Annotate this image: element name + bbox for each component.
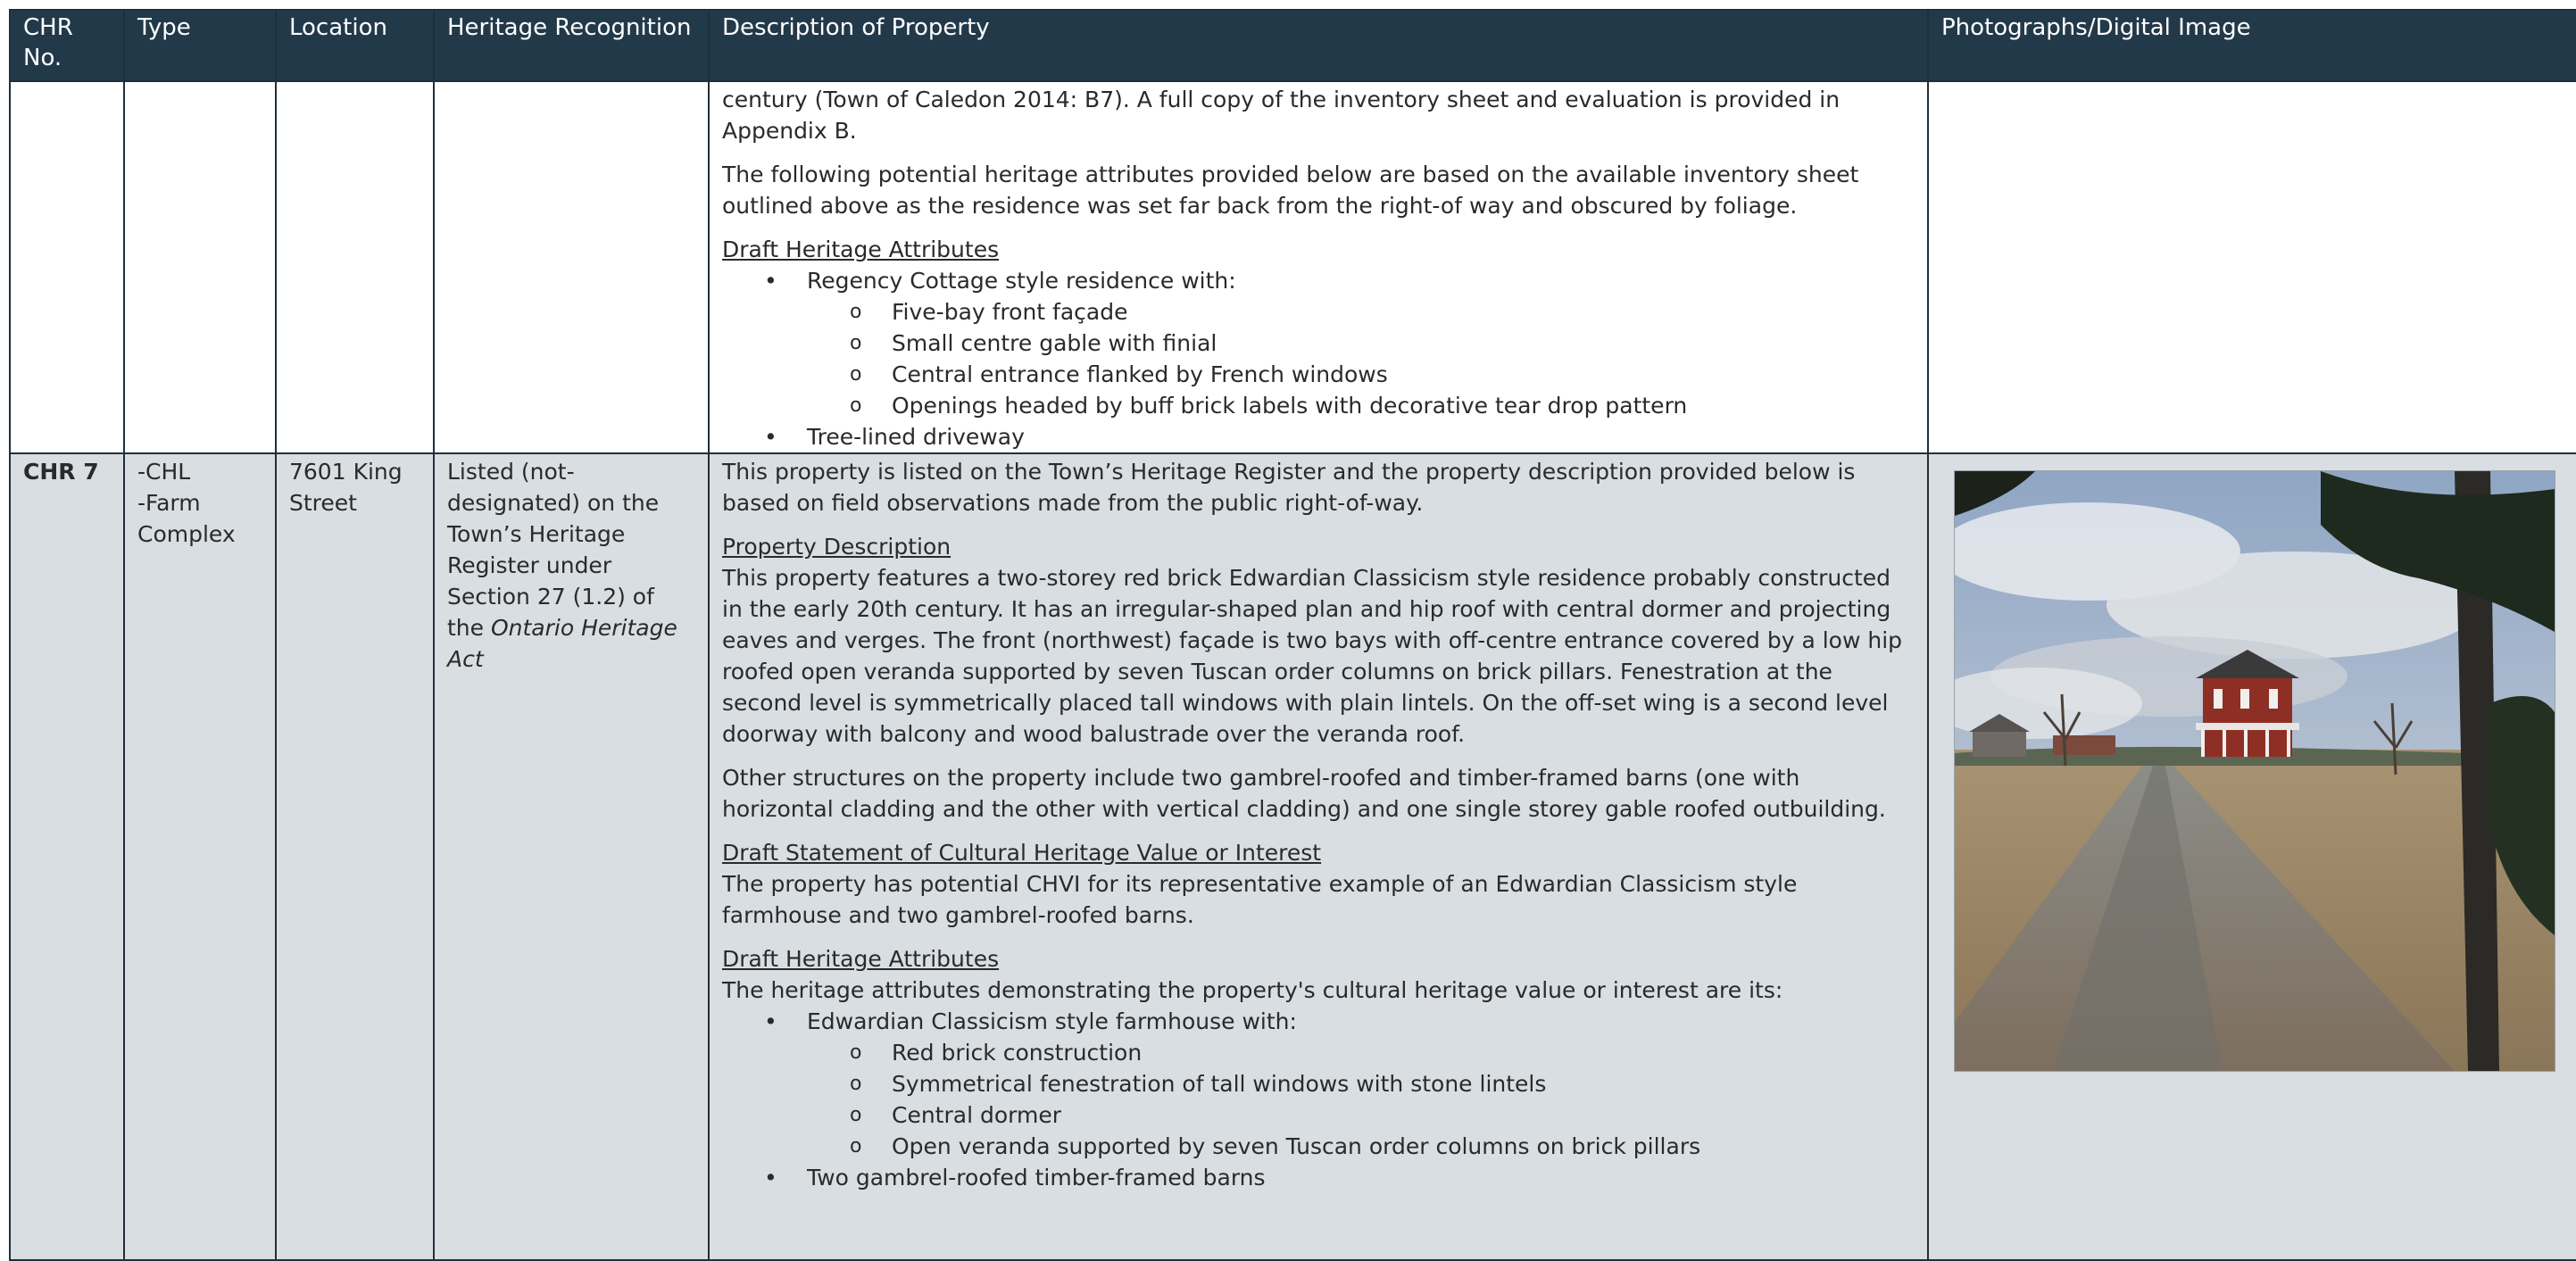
list-item-text: Regency Cottage style residence with: (807, 268, 1236, 294)
attributes-intro: The heritage attributes demonstrating the property's cultural heritage value or interest are its: (722, 977, 1783, 1003)
list-item: • Two gambrel-roofed timber-framed barns (807, 1162, 1915, 1193)
type-line: -Farm Complex (137, 490, 236, 547)
table-row (10, 453, 2576, 1260)
cell-photo (1928, 81, 2576, 453)
header-chr-no: CHR No. (10, 10, 124, 81)
cell-type (124, 81, 276, 453)
cell-description (709, 81, 1928, 453)
attribute-list (722, 1006, 1915, 1193)
farmhouse-photo (1954, 470, 2555, 1072)
cell-chr-no (10, 453, 124, 1260)
cell-location (276, 81, 434, 453)
cell-location (276, 453, 434, 1260)
table-row (10, 81, 2576, 453)
header-type: Type (124, 10, 276, 81)
sub-list-item: o Openings headed by buff brick labels with decorative tear drop pattern (892, 390, 1915, 421)
heritage-text: Listed (not-designated) on the Town’s Heritage Register under Section 27 (1.2) of the (447, 459, 660, 641)
list-item-text: Edwardian Classicism style farmhouse with: (807, 1008, 1297, 1034)
cell-heritage (434, 81, 709, 453)
section-heading: Property Description (722, 534, 951, 560)
section-heading: Draft Heritage Attributes (722, 236, 1000, 262)
sub-list-item: o Central entrance flanked by French windows (892, 359, 1915, 390)
chvi-statement: The property has potential CHVI for its representative example of an Edwardian Classicism style farmhouse and two gambrel-roofed barns. (722, 871, 1798, 928)
section-heading: Draft Heritage Attributes (722, 946, 1000, 972)
header-location: Location (276, 10, 434, 81)
cell-type (124, 453, 276, 1260)
sub-list-item: o Central dormer (892, 1099, 1915, 1131)
property-description: This property features a two-storey red brick Edwardian Classicism style residence probably constructed in the early 20th century. It has an irregular-shaped plan and hip roof with central dormer and projecting eaves and verges. The front (northwest) façade is two bays with off-centre entrance covered by a low hip roofed open veranda supported by seven Tuscan order columns on brick pillars. Fenestration at the second level is symmetrically placed tall windows with plain lintels. On the off-set wing is a second level doorway with balcony and wood balustrade over the veranda roof. (722, 565, 1903, 747)
cell-heritage (434, 453, 709, 1260)
description-intro: century (Town of Caledon 2014: B7). A full copy of the inventory sheet and evaluation is provided in Appendix B. (722, 87, 1841, 144)
sub-attribute-list (807, 296, 1915, 421)
other-structures: Other structures on the property include two gambrel-roofed and timber-framed barns (one with horizontal cladding and the other with vertical cladding) and one single storey gable roofed outbuilding. (722, 765, 1886, 822)
sub-list-item: o Red brick construction (892, 1037, 1915, 1068)
description-paragraph: The following potential heritage attributes provided below are based on the available inventory sheet outlined above as the residence was set far back from the right-of way and obscured by foliage. (722, 162, 1859, 219)
description-intro: This property is listed on the Town’s Heritage Register and the property description provided below is based on field observations made from the public right-of-way. (722, 459, 1856, 516)
attribute-list (722, 265, 1915, 452)
location-text: 7601 King Street (289, 459, 403, 516)
header-heritage-recognition: Heritage Recognition (434, 10, 709, 81)
sub-attribute-list (807, 1037, 1915, 1162)
sub-list-item: o Open veranda supported by seven Tuscan order columns on brick pillars (892, 1131, 1915, 1162)
cell-description (709, 453, 1928, 1260)
header-description: Description of Property (709, 10, 1928, 81)
heritage-inventory-table (9, 9, 2576, 1261)
cell-photo (1928, 453, 2576, 1260)
list-item: • Tree-lined driveway (807, 421, 1915, 452)
heritage-act: Ontario Heritage Act (447, 615, 677, 672)
sub-list-item: o Symmetrical fenestration of tall windows with stone lintels (892, 1068, 1915, 1099)
section-heading: Draft Statement of Cultural Heritage Value or Interest (722, 840, 1322, 866)
list-item (807, 265, 1915, 421)
header-photographs: Photographs/Digital Image (1928, 10, 2576, 81)
chr-id: CHR 7 (23, 459, 99, 485)
table-header-row (10, 10, 2576, 81)
sub-list-item: o Five-bay front façade (892, 296, 1915, 328)
cell-chr-no (10, 81, 124, 453)
list-item (807, 1006, 1915, 1162)
type-line: -CHL (137, 459, 191, 485)
sub-list-item: o Small centre gable with finial (892, 328, 1915, 359)
